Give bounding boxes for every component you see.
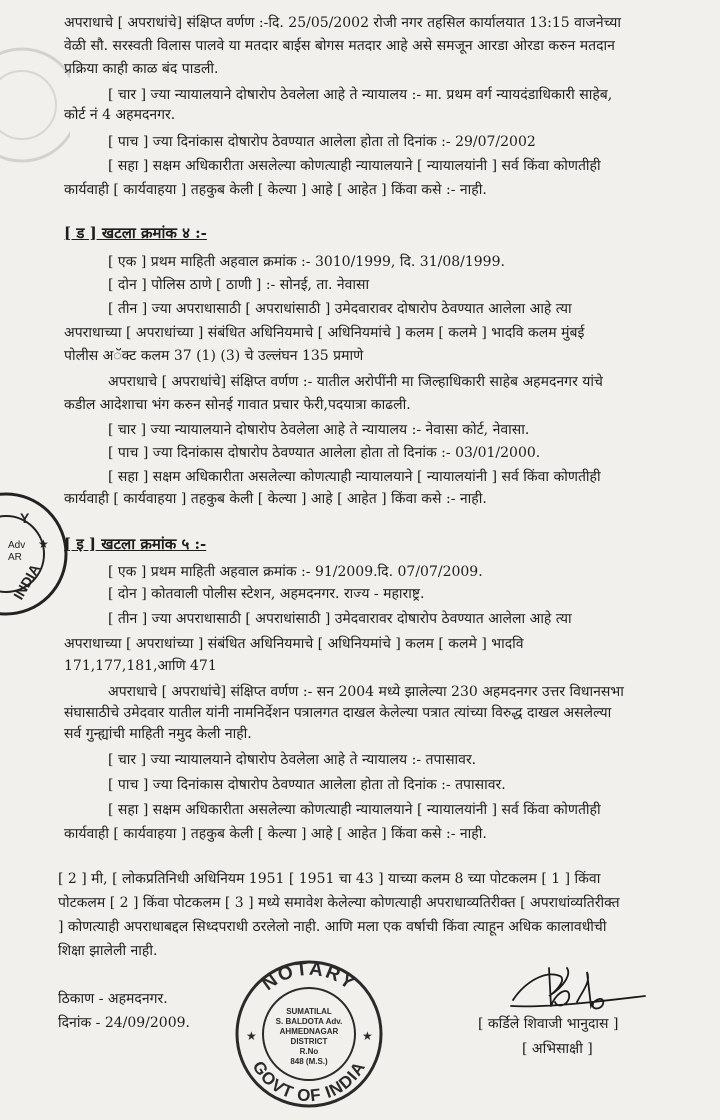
text-line: [ सहा ] सक्षम अधिकारीता असलेल्या कोणत्याही न्यायालयाने [ न्यायालयांनी ] सर्व किंवा कोणतीही [108,469,601,485]
text-line: [ दोन ] पोलिस ठाणे [ ठाणी ] :- सोनई, ता. नेवासा [108,277,370,293]
notary-stamp-partial-left [0,488,72,620]
text-line: [ पाच ] ज्या दिनांकास दोषारोप ठेवण्यात आलेला होता तो दिनांक :- 03/01/2000. [108,445,541,461]
text-line: [ एक ] प्रथम माहिती अहवाल क्रमांक :- 3010/1999, दि. 31/08/1999. [108,254,505,270]
text-line: कार्यवाही [ कार्यवाहया ] तहकुब केली [ केल्या ] आहे [ आहेत ] किंवा कसे :- नाही. [64,826,487,842]
text-line: [ चार ] ज्या न्यायालयाने दोषारोप ठेवलेला आहे ते न्यायालय :- नेवासा कोर्ट, नेवासा. [108,422,530,438]
date-line: दिनांक - 24/09/2009. [58,1015,190,1031]
text-line: [ तीन ] ज्या अपराधासाठी [ अपराधांसाठी ] उमेदवारावर दोषारोप ठेवण्यात आलेला आहे त्या [108,301,572,317]
svg-text:SUMATILAL: SUMATILAL [286,1007,332,1016]
text-line: अपराधाच्या [ अपराधांच्या ] संबंधित अधिनियमाचे [ अधिनियमांचे ] कलम [ कलमे ] भादवि कलम मुंबई [64,325,585,341]
text-line: कोर्ट नं 4 अहमदनगर. [64,107,176,123]
svg-text:Adv: Adv [8,540,26,551]
text-line: [ चार ] ज्या न्यायालयाने दोषारोप ठेवलेला आहे ते न्यायालय :- मा. प्रथम वर्ग न्यायदंडाधिकारी साहेब, [108,87,613,103]
signatory-name: [ कर्डिले शिवाजी भानुदास ] [478,1016,619,1032]
svg-text:Y: Y [20,510,30,526]
signature [505,962,655,1022]
text-line: ] कोणत्याही अपराधाबद्दल सिध्दपराधी ठरलेलो नाही. आणि मला एक वर्षाची किंवा त्याहून अधिक कालावधीची [58,919,607,935]
text-line: कार्यवाही [ कार्यवाहया ] तहकुब केली [ केल्या ] आहे [ आहेत ] किंवा कसे :- नाही. [64,491,487,507]
svg-text:AR: AR [8,552,22,563]
text-line: संघासाठीचे उमेदवार यातील यांनी नामनिर्देशन पत्रालगत दाखल केलेल्या पत्रात त्यांच्या विरुद्ध दाखल असलेल्या [64,705,612,721]
text-line: [ पाच ] ज्या दिनांकास दोषारोप ठेवण्यात आलेला होता तो दिनांक :- तपासावर. [108,777,506,793]
svg-text:★: ★ [362,1029,373,1043]
text-line: [ 2 ] मी, [ लोकप्रतिनिधी अधिनियम 1951 [ 1951 चा 43 ] याच्या कलम 8 च्या पोटकलम [ 1 ] किंवा [58,871,601,887]
section-heading-case-5: [ इ ] खटला क्रमांक ५ :- [64,535,207,553]
text-line: [ सहा ] सक्षम अधिकारीता असलेल्या कोणत्याही न्यायालयाने [ न्यायालयांनी ] सर्व किंवा कोणतीही [108,802,601,818]
svg-text:GOVT OF INDIA: GOVT OF INDIA [248,1057,370,1106]
svg-text:AHMEDNAGAR: AHMEDNAGAR [279,1027,339,1036]
svg-text:S. BALDOTA Adv.: S. BALDOTA Adv. [275,1017,343,1026]
text-line: वेळी सौ. सरस्वती विलास पालवे या मतदार बाईस बोगस मतदार आहे असे समजून आरडा ओरडा करुन मतदान [64,38,615,54]
text-line: पोलीस अॅक्ट कलम 37 (1) (3) चे उल्लंघन 135 प्रमाणे [64,348,364,364]
text-line: अपराधाचे [ अपराधांचे] संक्षिप्त वर्णण :- सन 2004 मध्ये झालेल्या 230 अहमदनगर उत्तर विधानसभा [108,684,624,700]
text-line: [ चार ] ज्या न्यायालयाने दोषारोप ठेवलेला आहे ते न्यायालय :- तपासावर. [108,752,477,768]
svg-text:INDIA: INDIA [10,561,43,603]
text-line: शिक्षा झालेली नाही. [58,943,158,959]
svg-text:DISTRICT: DISTRICT [290,1037,328,1046]
text-line: कार्यवाही [ कार्यवाहया ] तहकुब केली [ केल्या ] आहे [ आहेत ] किंवा कसे :- नाही. [64,182,487,198]
text-line: अपराधाचे [ अपराधांचे] संक्षिप्त वर्णण :-दि. 25/05/2002 रोजी नगर तहसिल कार्यालयात 13:15 वाजनेच्या [64,15,621,31]
text-line: कडील आदेशाचा भंग करुन सोनई गावात प्रचार फेरी,पदयात्रा काढली. [64,397,411,413]
text-line: 171,177,181,आणि 471 [64,658,217,674]
place-line: ठिकाण - अहमदनगर. [58,991,168,1007]
text-line: अपराधाचे [ अपराधांचे] संक्षिप्त वर्णण :- यातील अरोपींनी मा जिल्हाधिकारी साहेब अहमदनगर यांचे [108,374,603,390]
text-line: पोटकलम [ 2 ] किंवा पोटकलम [ 3 ] मध्ये समावेश केलेल्या कोणत्याही अपराधाव्यतिरीक्त [ अपराधांव्यतिरीक्त [58,895,620,911]
text-line: प्रक्रिया काही काळ बंद पाडली. [64,61,219,77]
text-line: अपराधाच्या [ अपराधांच्या ] संबंधित अधिनियमाचे [ अधिनियमांचे ] कलम [ कलमे ] भादवि [64,636,524,652]
section-heading-case-4: [ ड ] खटला क्रमांक ४ :- [64,224,207,242]
svg-text:★: ★ [246,1029,257,1043]
svg-text:NOTARY: NOTARY [258,958,360,996]
signatory-role: [ अभिसाक्षी ] [522,1041,593,1057]
text-line: [ एक ] प्रथम माहिती अहवाल क्रमांक :- 91/2009.दि. 07/07/2009. [108,564,483,580]
text-line: [ दोन ] कोतवाली पोलीस स्टेशन, अहमदनगर. राज्य - महाराष्ट्र. [108,586,425,602]
text-line: सर्व गुन्ह्यांची माहिती नमुद केली नाही. [64,726,252,742]
text-line: [ पाच ] ज्या दिनांकास दोषारोप ठेवण्यात आलेला होता तो दिनांक :- 29/07/2002 [108,134,536,150]
svg-text:848 (M.S.): 848 (M.S.) [290,1057,328,1066]
faded-stamp-top-left [0,40,70,170]
text-line: [ सहा ] सक्षम अधिकारीता असलेल्या कोणत्याही न्यायालयाने [ न्यायालयांनी ] सर्व किंवा कोणतीही [108,158,601,174]
svg-text:★: ★ [38,537,49,551]
svg-text:R.No: R.No [299,1047,319,1056]
text-line: [ तीन ] ज्या अपराधासाठी [ अपराधांसाठी ] उमेदवारावर दोषारोप ठेवण्यात आलेला आहे त्या [108,611,572,627]
notary-stamp [228,958,390,1108]
